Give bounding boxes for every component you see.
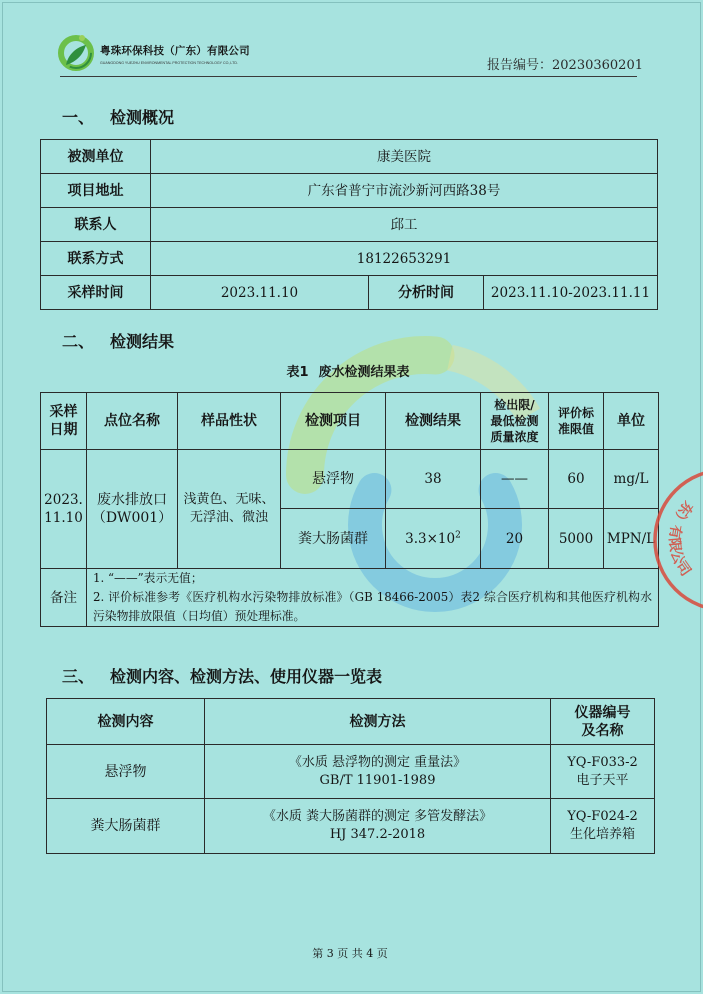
standard-cell: 5000 [549, 509, 604, 569]
result-cell: 38 [386, 450, 481, 509]
remark-label: 备注 [41, 569, 87, 627]
table-row [47, 799, 655, 854]
table-number: 表1 [286, 365, 309, 380]
header-point-name: 点位名称 [87, 393, 178, 450]
header-line: 最低检测 [490, 414, 539, 428]
header-line: 采样 [49, 404, 78, 420]
header-test-content: 检测内容 [47, 699, 205, 745]
contact-value: 邱工 [151, 208, 658, 242]
address-label: 项目地址 [41, 174, 151, 208]
item-cell: 悬浮物 [281, 450, 386, 509]
header-line: 仪器编号 [574, 704, 631, 721]
header-line: 检出限/ [494, 398, 535, 412]
contact-label: 联系人 [41, 208, 151, 242]
method-cell [205, 745, 551, 799]
header-test-result: 检测结果 [386, 393, 481, 450]
remark-item: 2. 评价标准参考《医疗机构水污染物排放标准》（GB 18466-2005）表2 综合医疗机构和其他医疗机构水污染物排放限值（日均值）预处理标准。 [93, 590, 652, 623]
header-unit: 单位 [604, 393, 659, 450]
sampling-date-cell [41, 450, 87, 569]
client-value: 康美医院 [151, 140, 658, 174]
section-methods-heading [62, 667, 382, 687]
company-logo-icon [56, 28, 96, 74]
company-seal [640, 460, 703, 620]
content-cell: 粪大肠菌群 [47, 799, 205, 854]
section-title: 检测结果 [110, 332, 175, 351]
header-divider [60, 76, 637, 77]
item-cell: 粪大肠菌群 [281, 509, 386, 569]
report-number [487, 57, 643, 74]
sample-character-cell [178, 450, 281, 569]
phone-label: 联系方式 [41, 242, 151, 276]
table-row [41, 450, 659, 509]
table-row [41, 140, 658, 174]
remark-content [87, 569, 659, 627]
report-number-label: 报告编号： [487, 58, 553, 73]
table-row [41, 174, 658, 208]
phone-value: 18122653291 [151, 242, 658, 276]
section-title: 检测内容、检测方法、使用仪器一览表 [110, 667, 383, 686]
analysis-time-value: 2023.11.10-2023.11.11 [484, 276, 658, 310]
header-standard-limit [549, 393, 604, 450]
sampling-time-value: 2023.11.10 [151, 276, 369, 310]
method-name: 《水质 粪大肠菌群的测定 多管发酵法》 [262, 809, 493, 824]
header-detection-limit [481, 393, 549, 450]
instrument-number: YQ-F024-2 [567, 809, 638, 824]
section-overview-heading [62, 108, 174, 128]
unit-cell: mg/L [604, 450, 659, 509]
content-cell: 悬浮物 [47, 745, 205, 799]
section-number: 一、 [62, 108, 95, 127]
remark-row [41, 569, 659, 627]
standard-cell: 60 [549, 450, 604, 509]
header-line: 准限值 [557, 422, 594, 436]
overview-table [40, 139, 658, 310]
company-name-english: GUANGDONG YUEZHU ENVIRONMENTAL PROTECTION TECHNOLOGY CO.,LTD. [100, 61, 238, 66]
seal-text: 东）有限公司 [665, 497, 696, 580]
header-line: 及名称 [581, 722, 624, 739]
company-name: 粤珠环保科技（广东）有限公司 [100, 45, 250, 57]
method-standard: GB/T 11901-1989 [319, 772, 436, 788]
instrument-cell [551, 745, 655, 799]
section-results-heading [62, 332, 174, 352]
page-number: 第 3 页 共 4 页 [312, 947, 388, 960]
result-exponent: 2 [455, 530, 461, 540]
instrument-name: 电子天平 [576, 772, 629, 788]
methods-table [46, 698, 655, 854]
sample-character-line: 无浮油、微浊 [189, 510, 268, 525]
header-sampling-date [41, 393, 87, 450]
client-label: 被测单位 [41, 140, 151, 174]
sample-character-line: 浅黄色、无味、 [183, 492, 275, 507]
table-header-row [47, 699, 655, 745]
limit-cell: 20 [481, 509, 549, 569]
method-standard: HJ 347.2-2018 [329, 827, 426, 842]
section-number: 二、 [62, 332, 95, 351]
header-instrument [551, 699, 655, 745]
sampling-time-label: 采样时间 [41, 276, 151, 310]
header-test-method: 检测方法 [205, 699, 551, 745]
section-number: 三、 [62, 667, 95, 686]
header-sample-character: 样品性状 [178, 393, 281, 450]
date-line: 11.10 [44, 510, 83, 526]
report-number-value: 20230360201 [552, 58, 643, 73]
results-table [40, 392, 659, 627]
method-name: 《水质 悬浮物的测定 重量法》 [288, 754, 467, 770]
result-cell [386, 509, 481, 569]
table-row [47, 745, 655, 799]
header-test-item: 检测项目 [281, 393, 386, 450]
instrument-cell [551, 799, 655, 854]
instrument-name: 生化培养箱 [569, 827, 635, 842]
table-caption [0, 364, 696, 381]
header-line: 质量浓度 [490, 430, 539, 444]
table-title: 废水检测结果表 [318, 365, 410, 380]
table-header-row [41, 393, 659, 450]
limit-cell: —— [481, 450, 549, 509]
svg-text:东）有限公司 [666, 498, 697, 580]
remark-item: 1. “——”表示无值； [93, 571, 203, 585]
unit-cell: MPN/L [604, 509, 659, 569]
result-mantissa: 3.3×10 [405, 530, 456, 547]
point-name-line: 废水排放口 [97, 492, 167, 508]
address-value: 广东省普宁市流沙新河西路38号 [151, 174, 658, 208]
point-name-cell [87, 450, 178, 569]
header-line: 评价标 [557, 406, 594, 420]
section-title: 检测概况 [110, 108, 175, 127]
date-line: 2023. [44, 492, 83, 508]
point-code-line: （DW001） [91, 510, 173, 526]
instrument-number: YQ-F033-2 [567, 754, 638, 770]
header-line: 日期 [49, 422, 78, 438]
table-row [41, 276, 658, 310]
method-cell [205, 799, 551, 854]
analysis-time-label: 分析时间 [369, 276, 484, 310]
table-row [41, 208, 658, 242]
table-row [41, 242, 658, 276]
